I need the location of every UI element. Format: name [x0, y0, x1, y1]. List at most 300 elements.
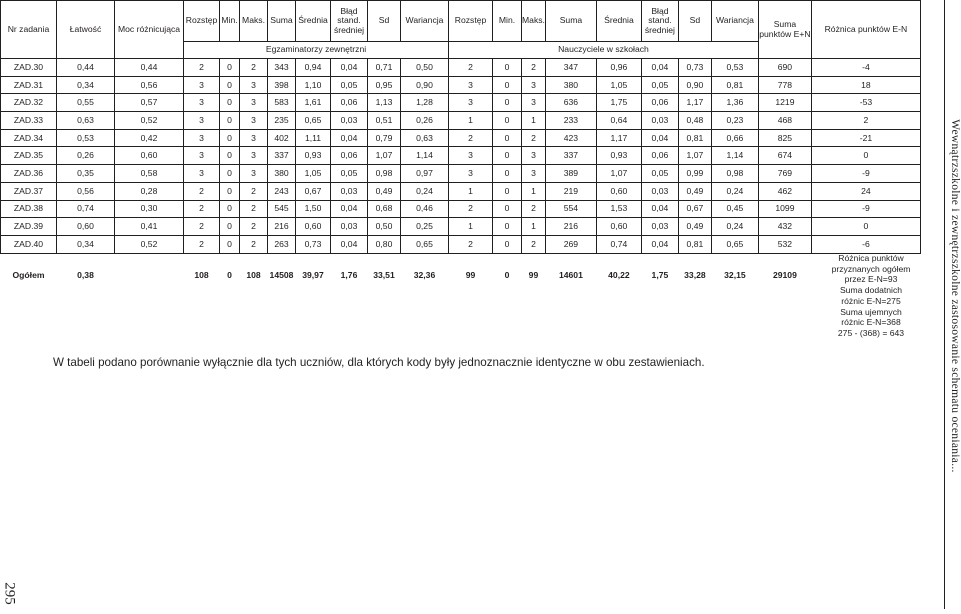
table-row	[1, 200, 921, 218]
table-cell: 0,24	[711, 182, 758, 200]
table-row	[1, 182, 921, 200]
table-cell: 0,45	[711, 200, 758, 218]
table-cell: 343	[268, 59, 296, 77]
table-cell: 1,17	[596, 129, 641, 147]
row-label: ZAD.33	[1, 112, 57, 130]
table-cell: 0,60	[57, 218, 115, 236]
table-cell: 0,26	[401, 112, 449, 130]
table-cell: 0,74	[596, 235, 641, 253]
table-cell: 825	[758, 129, 811, 147]
table-cell: 0,93	[596, 147, 641, 165]
table-cell: 0,56	[115, 76, 184, 94]
table-cell: 0,04	[641, 200, 678, 218]
table-cell: 2	[522, 235, 546, 253]
table-cell: 0,05	[641, 76, 678, 94]
table-cell: 2	[240, 235, 268, 253]
table-cell: 0,65	[296, 112, 331, 130]
table-cell: 1,36	[711, 94, 758, 112]
table-cell: 0,41	[115, 218, 184, 236]
table-cell: 0,04	[641, 59, 678, 77]
table-cell: 0	[220, 129, 240, 147]
col-header-latwosc: Łatwość	[57, 1, 115, 59]
table-cell: 216	[268, 218, 296, 236]
table-cell: 3	[449, 94, 493, 112]
table-cell: -9	[811, 200, 920, 218]
col-header-exam-min: Min.	[220, 1, 240, 42]
total-cell	[115, 253, 184, 298]
summary-line: przez E-N=93	[844, 274, 898, 285]
row-label: ZAD.37	[1, 182, 57, 200]
table-cell: 0,73	[678, 59, 711, 77]
table-cell: 0,95	[368, 76, 401, 94]
table-cell: 3	[184, 147, 220, 165]
table-cell: 0,63	[57, 112, 115, 130]
col-header-teach-suma: Suma	[545, 1, 596, 42]
col-header-moc: Moc różnicująca	[115, 1, 184, 59]
table-cell: 3	[449, 165, 493, 183]
table-cell: 0,46	[401, 200, 449, 218]
table-cell: 0,44	[115, 59, 184, 77]
table-cell: 337	[268, 147, 296, 165]
total-cell: 32,36	[413, 270, 436, 281]
table-cell: 0	[493, 129, 522, 147]
table-cell: 2	[449, 200, 493, 218]
table-cell: 0,99	[678, 165, 711, 183]
row-label: ZAD.38	[1, 200, 57, 218]
table-cell: 1	[449, 112, 493, 130]
col-header-teach-blad: Błąd stand. średniej	[641, 1, 678, 42]
table-cell: 0,06	[331, 94, 368, 112]
row-label: ZAD.35	[1, 147, 57, 165]
page-number	[1, 577, 19, 607]
table-cell: 0,04	[331, 235, 368, 253]
table-cell: 0	[220, 76, 240, 94]
table-cell: 1,61	[296, 94, 331, 112]
table-cell: 462	[758, 182, 811, 200]
table-cell: 402	[268, 129, 296, 147]
table-cell: 0	[493, 235, 522, 253]
table-cell: 0,96	[596, 59, 641, 77]
row-label: ZAD.40	[1, 235, 57, 253]
table-cell: 2	[184, 235, 220, 253]
table-cell: 0,48	[678, 112, 711, 130]
table-cell: 1,07	[678, 147, 711, 165]
table-cell: 0,04	[641, 129, 678, 147]
table-cell: 2	[240, 200, 268, 218]
table-cell: 0,06	[641, 94, 678, 112]
col-header-exam-rozstep: Rozstęp	[184, 1, 220, 42]
table-cell: 3	[449, 76, 493, 94]
table-cell: 0,04	[331, 59, 368, 77]
table-cell: 0,52	[115, 235, 184, 253]
total-cell: 0,38	[77, 270, 94, 281]
table-cell: 0,50	[401, 59, 449, 77]
row-label: ZAD.34	[1, 129, 57, 147]
table-cell: 0	[220, 218, 240, 236]
total-cell: 99	[528, 270, 539, 281]
table-cell: 0,50	[368, 218, 401, 236]
table-cell: 0,68	[368, 200, 401, 218]
table-cell: 0,03	[641, 112, 678, 130]
table-cell: 2	[184, 59, 220, 77]
total-cell: 108	[194, 270, 209, 281]
table-cell: 0,67	[296, 182, 331, 200]
table-row	[1, 112, 921, 130]
table-cell: 2	[184, 200, 220, 218]
table-cell: 0,81	[711, 76, 758, 94]
table-cell: 0,03	[641, 182, 678, 200]
table-cell: 0,67	[678, 200, 711, 218]
col-header-exam-maks: Maks.	[240, 1, 268, 42]
table-cell: 0	[811, 147, 920, 165]
table-cell: 3	[240, 165, 268, 183]
table-cell: 0,73	[296, 235, 331, 253]
running-head-text: Wewnątrzszkolne i zewnętrzszkolne zastosowanie schematu oceniania...	[949, 119, 961, 473]
total-cell: 40,22	[608, 270, 630, 281]
table-cell: 0,60	[596, 218, 641, 236]
table-cell: 2	[184, 218, 220, 236]
table-cell: 0,49	[678, 182, 711, 200]
table-cell: -21	[811, 129, 920, 147]
table-cell: 2	[522, 200, 546, 218]
table-cell: 2	[240, 218, 268, 236]
col-header-exam-suma: Suma	[268, 1, 296, 42]
table-cell: 2	[240, 182, 268, 200]
table-cell: 0	[493, 59, 522, 77]
total-cell: 32,15	[724, 270, 746, 281]
table-cell: 0	[220, 147, 240, 165]
table-footnote: W tabeli podano porównanie wyłącznie dla tych uczniów, dla których kody były jednoznacznie identyczne w obu zestawieniach.	[53, 356, 705, 369]
table-cell: 0,04	[331, 200, 368, 218]
total-label: Ogółem	[12, 270, 45, 281]
table-cell: 0,35	[57, 165, 115, 183]
table-cell: 0,90	[401, 76, 449, 94]
summary-line: różnic E-N=275	[841, 295, 901, 306]
table-cell: 1,05	[296, 165, 331, 183]
table-cell: 347	[545, 59, 596, 77]
table-cell: 0,57	[115, 94, 184, 112]
total-cell: 33,28	[684, 270, 706, 281]
row-label: ZAD.39	[1, 218, 57, 236]
table-cell: 0,44	[57, 59, 115, 77]
table-cell: 0,25	[401, 218, 449, 236]
col-header-exam-srednia: Średnia	[296, 1, 331, 42]
table-cell: 1	[449, 218, 493, 236]
table-cell: 1219	[758, 94, 811, 112]
table-cell: 0,06	[331, 147, 368, 165]
row-label: ZAD.32	[1, 94, 57, 112]
table-cell: 1	[522, 182, 546, 200]
table-row	[1, 165, 921, 183]
table-cell: 0,79	[368, 129, 401, 147]
table-cell: 0,49	[368, 182, 401, 200]
table-cell: 1	[522, 218, 546, 236]
table-cell: 769	[758, 165, 811, 183]
total-cell: 1,75	[651, 270, 669, 281]
total-row	[1, 253, 921, 298]
table-cell: 0,55	[57, 94, 115, 112]
col-header-teach-min: Min.	[493, 1, 522, 42]
table-cell: 2	[240, 59, 268, 77]
running-head	[944, 0, 959, 609]
table-cell: 0,42	[115, 129, 184, 147]
table-cell: 0,24	[401, 182, 449, 200]
table-cell: 0,98	[368, 165, 401, 183]
page-number-text: 295	[1, 582, 18, 605]
table-cell: 263	[268, 235, 296, 253]
row-label: ZAD.31	[1, 76, 57, 94]
table-cell: 0,81	[678, 235, 711, 253]
table-cell: -53	[811, 94, 920, 112]
table-cell: 0,60	[115, 147, 184, 165]
table-cell: 3	[240, 112, 268, 130]
table-cell: 0,23	[711, 112, 758, 130]
table-cell: 3	[184, 94, 220, 112]
summary-line: Suma ujemnych	[840, 306, 902, 317]
table-cell: 0,24	[711, 218, 758, 236]
table-cell: 1,14	[401, 147, 449, 165]
table-cell: 216	[545, 218, 596, 236]
col-header-suma-pkt: Suma punktów E+N	[758, 1, 811, 59]
table-cell: 0,53	[57, 129, 115, 147]
table-row	[1, 94, 921, 112]
table-cell: -9	[811, 165, 920, 183]
table-cell: 3	[240, 76, 268, 94]
table-cell: 432	[758, 218, 811, 236]
table-cell: 0,53	[711, 59, 758, 77]
table-cell: 24	[811, 182, 920, 200]
summary-line: Suma dodatnich	[839, 285, 903, 296]
table-cell: 0,03	[641, 218, 678, 236]
table-cell: 0,93	[296, 147, 331, 165]
table-cell: 1,28	[401, 94, 449, 112]
table-cell: 0	[220, 200, 240, 218]
table-cell: 1,05	[596, 76, 641, 94]
total-cell: 0	[227, 270, 232, 281]
table-cell: 0,64	[596, 112, 641, 130]
summary-line: 275 - (368) = 643	[837, 328, 905, 339]
table-cell: 2	[522, 59, 546, 77]
table-cell: 1,17	[678, 94, 711, 112]
table-cell: 0,56	[57, 182, 115, 200]
col-header-teach-wariancja: Wariancja	[711, 1, 758, 42]
table-cell: 423	[545, 129, 596, 147]
table-cell: 1,10	[296, 76, 331, 94]
table-cell: 2	[449, 129, 493, 147]
table-cell: 3	[240, 147, 268, 165]
table-cell: 0	[811, 218, 920, 236]
table-cell: 0,34	[57, 235, 115, 253]
table-cell: 1,13	[368, 94, 401, 112]
group-header-exam: Egzaminatorzy zewnętrzni	[184, 42, 449, 59]
summary-line: różnic E-N=368	[841, 317, 901, 328]
table-cell: 1,14	[711, 147, 758, 165]
table-cell: 0	[493, 200, 522, 218]
total-cell: 1,76	[340, 270, 358, 281]
table-cell: 1	[449, 182, 493, 200]
total-cell: 14508	[269, 270, 294, 281]
table-cell: 1,50	[296, 200, 331, 218]
table-cell: 0,98	[711, 165, 758, 183]
table-cell: 1,07	[596, 165, 641, 183]
table-cell: 3	[240, 129, 268, 147]
table-cell: 0,05	[331, 165, 368, 183]
table-cell: 380	[545, 76, 596, 94]
table-cell: 3	[240, 94, 268, 112]
table-cell: 0,30	[115, 200, 184, 218]
col-header-teach-srednia: Średnia	[596, 1, 641, 42]
table-cell: 0,06	[641, 147, 678, 165]
table-cell: 0,66	[711, 129, 758, 147]
table-cell: 269	[545, 235, 596, 253]
table-cell: 0,97	[401, 165, 449, 183]
table-cell: 337	[545, 147, 596, 165]
table-cell: 2	[449, 235, 493, 253]
col-header-teach-maks: Maks.	[522, 1, 546, 42]
table-cell: 0,74	[57, 200, 115, 218]
table-cell: 636	[545, 94, 596, 112]
results-table	[0, 0, 921, 298]
table-cell: 0,94	[296, 59, 331, 77]
table-cell: 554	[545, 200, 596, 218]
summary-line: Różnica punktów	[838, 253, 904, 263]
total-cell: 29109	[772, 270, 797, 281]
table-cell: 0,05	[641, 165, 678, 183]
table-cell: 2	[811, 112, 920, 130]
table-cell: 0	[220, 182, 240, 200]
table-row	[1, 76, 921, 94]
table-cell: 0,60	[596, 182, 641, 200]
table-cell: 235	[268, 112, 296, 130]
table-cell: 1	[522, 112, 546, 130]
table-cell: 0,65	[401, 235, 449, 253]
table-cell: 690	[758, 59, 811, 77]
table-cell: 0,04	[331, 129, 368, 147]
table-cell: 1,11	[296, 129, 331, 147]
col-header-teach-rozstep: Rozstęp	[449, 1, 493, 42]
table-cell: 2	[184, 182, 220, 200]
table-cell: 3	[184, 112, 220, 130]
table-cell: 0,80	[368, 235, 401, 253]
table-cell: 3	[522, 94, 546, 112]
table-cell: 1,07	[368, 147, 401, 165]
table-cell: 468	[758, 112, 811, 130]
table-cell: 0	[493, 182, 522, 200]
table-row	[1, 129, 921, 147]
table-cell: 0	[493, 218, 522, 236]
table-cell: 0	[493, 94, 522, 112]
col-header-teach-sd: Sd	[678, 1, 711, 42]
table-cell: 0	[493, 76, 522, 94]
table-cell: 1099	[758, 200, 811, 218]
header-row	[1, 1, 921, 42]
table-cell: 398	[268, 76, 296, 94]
table-cell: 0,90	[678, 76, 711, 94]
table-cell: 3	[184, 76, 220, 94]
total-cell: 39,97	[302, 270, 324, 281]
table-cell: 0,03	[331, 218, 368, 236]
table-cell: 219	[545, 182, 596, 200]
table-row	[1, 147, 921, 165]
col-header-exam-wariancja: Wariancja	[401, 1, 449, 42]
table-cell: 0,63	[401, 129, 449, 147]
table-cell: 3	[184, 129, 220, 147]
table-cell: -6	[811, 235, 920, 253]
total-cell: 108	[246, 270, 261, 281]
table-cell: 3	[522, 147, 546, 165]
table-cell: 0,49	[678, 218, 711, 236]
table-cell: 0,51	[368, 112, 401, 130]
table-cell: 3	[522, 165, 546, 183]
table-cell: 1,75	[596, 94, 641, 112]
table-cell: 0	[220, 235, 240, 253]
table-cell: 778	[758, 76, 811, 94]
table-cell: 0,04	[641, 235, 678, 253]
total-cell: 99	[465, 270, 476, 281]
table-cell: 0,81	[678, 129, 711, 147]
table-cell: 583	[268, 94, 296, 112]
table-cell: -4	[811, 59, 920, 77]
table-row	[1, 59, 921, 77]
table-cell: 0,58	[115, 165, 184, 183]
table-cell: 0	[220, 94, 240, 112]
table-cell: 674	[758, 147, 811, 165]
table-row	[1, 218, 921, 236]
total-cell: 0	[504, 270, 510, 281]
table-cell: 3	[184, 165, 220, 183]
table-cell: 1,53	[596, 200, 641, 218]
table-cell: 0,05	[331, 76, 368, 94]
row-label: ZAD.36	[1, 165, 57, 183]
table-cell: 545	[268, 200, 296, 218]
table-cell: 3	[449, 147, 493, 165]
table-cell: 3	[522, 76, 546, 94]
table-cell: 380	[268, 165, 296, 183]
table-cell: 0,60	[296, 218, 331, 236]
table-cell: 0,71	[368, 59, 401, 77]
row-label: ZAD.30	[1, 59, 57, 77]
group-header-teach: Nauczyciele w szkołach	[449, 42, 759, 59]
table-row	[1, 235, 921, 253]
table-cell: 0	[493, 147, 522, 165]
table-cell: 0,03	[331, 182, 368, 200]
table-cell: 389	[545, 165, 596, 183]
table-cell: 532	[758, 235, 811, 253]
col-header-exam-blad: Błąd stand. średniej	[331, 1, 368, 42]
table-cell: 0,28	[115, 182, 184, 200]
total-cell: 14601	[558, 270, 583, 281]
table-cell: 0,65	[711, 235, 758, 253]
total-cell: 33,51	[373, 270, 395, 281]
table-cell: 0	[220, 112, 240, 130]
table-cell: 0	[220, 59, 240, 77]
table-cell: 2	[522, 129, 546, 147]
difference-summary-note	[820, 253, 922, 339]
table-cell: 0,03	[331, 112, 368, 130]
table-cell: 0	[493, 112, 522, 130]
table-cell: 0	[220, 165, 240, 183]
table-cell: 2	[449, 59, 493, 77]
col-header-exam-sd: Sd	[368, 1, 401, 42]
col-header-nr: Nr zadania	[1, 1, 57, 59]
table-cell: 0,34	[57, 76, 115, 94]
col-header-roznica-pkt: Różnica punktów E-N	[811, 1, 920, 59]
table-cell: 243	[268, 182, 296, 200]
table-cell: 18	[811, 76, 920, 94]
table-cell: 0,26	[57, 147, 115, 165]
table-cell: 0,52	[115, 112, 184, 130]
summary-line: przyznanych ogółem	[831, 263, 911, 274]
